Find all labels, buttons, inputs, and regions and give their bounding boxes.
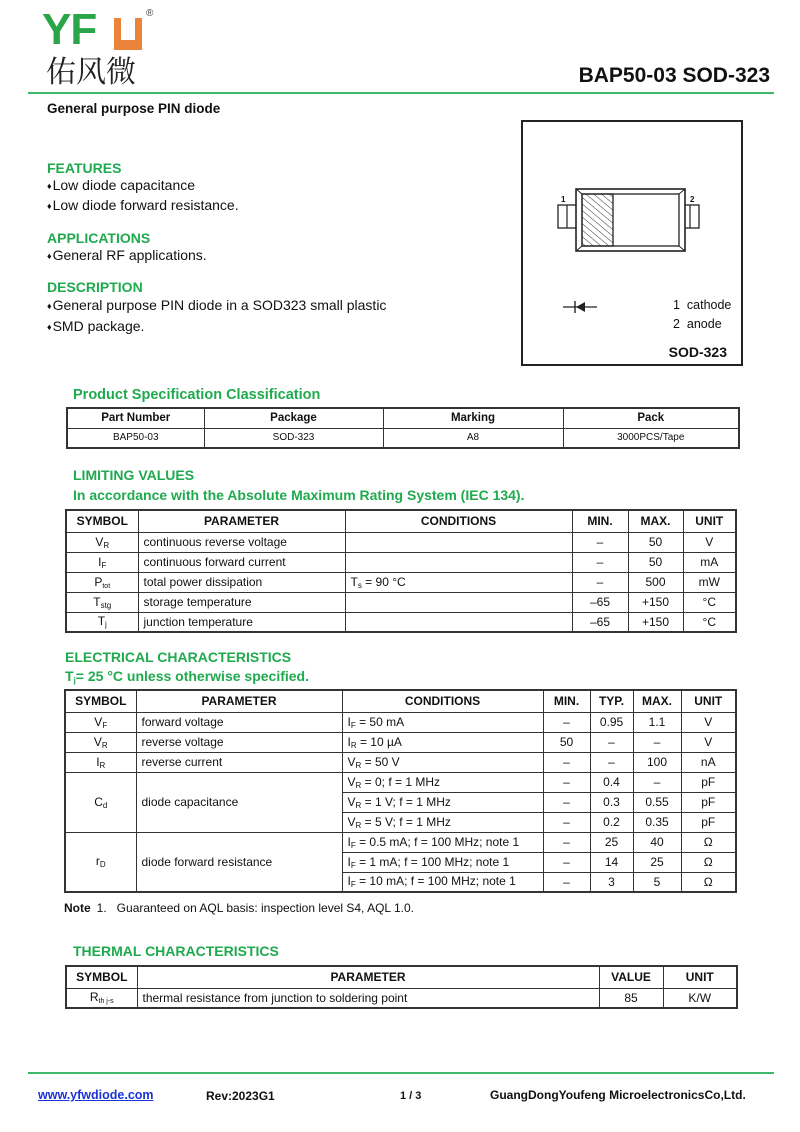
cell-unit: mA — [683, 552, 736, 572]
svg-text:2: 2 — [690, 195, 695, 204]
cell-conditions — [345, 612, 572, 632]
cell-typ: 25 — [590, 832, 633, 852]
company-logo — [42, 5, 162, 90]
table-header-row — [65, 690, 736, 712]
cell-min: – — [543, 772, 590, 792]
bullet-icon: ♦ — [47, 301, 52, 311]
table-row — [66, 592, 736, 612]
cell-conditions: $V_R = 50$ V — [342, 752, 543, 772]
column-header: SYMBOL — [66, 510, 138, 532]
cell-parameter: reverse voltage — [136, 732, 342, 752]
cell-unit: °C — [683, 592, 736, 612]
feature-item: ♦Low diode forward resistance. — [47, 196, 239, 216]
table-header-row — [66, 510, 736, 532]
cell-parameter: junction temperature — [138, 612, 345, 632]
cell-package: SOD-323 — [204, 428, 383, 448]
table-row — [65, 752, 736, 772]
cell-typ: 0.2 — [590, 812, 633, 832]
table-row — [65, 732, 736, 752]
column-header: CONDITIONS — [342, 690, 543, 712]
cell-max: 0.55 — [633, 792, 681, 812]
thermal-heading: THERMAL CHARACTERISTICS — [73, 943, 279, 959]
cell-marking: A8 — [383, 428, 563, 448]
cell-unit: pF — [681, 772, 736, 792]
feature-item: ♦Low diode capacitance — [47, 176, 239, 196]
description-item: ♦General purpose PIN diode in a SOD323 small plastic — [47, 295, 386, 316]
cell-min: – — [543, 792, 590, 812]
revision-label: Rev:2023G1 — [206, 1089, 275, 1103]
limiting-values-subheading: In accordance with the Absolute Maximum Rating System (IEC 134). — [73, 487, 525, 503]
column-header: SYMBOL — [66, 966, 137, 988]
cell-unit: pF — [681, 812, 736, 832]
cell-conditions — [345, 532, 572, 552]
bullet-icon: ♦ — [47, 322, 52, 332]
pin-legend-cathode: 1 cathode — [673, 298, 732, 312]
description-section — [47, 279, 386, 337]
column-header: Pack — [563, 408, 739, 428]
thermal-table — [65, 965, 738, 1009]
page-number: 1 / 3 — [400, 1090, 422, 1102]
header-divider — [28, 92, 774, 94]
pin-legend-anode: 2 anode — [673, 317, 722, 331]
cell-conditions: $V_R = 1$ V; f = 1 MHz — [342, 792, 543, 812]
cell-symbol: $I_F$ — [66, 552, 138, 572]
cell-conditions: $I_F = 0.5$ mA; f = 100 MHz; note 1 — [342, 832, 543, 852]
cell-symbol: $P_{tot}$ — [66, 572, 138, 592]
table-row — [65, 712, 736, 732]
cell-max: +150 — [628, 612, 683, 632]
column-header: MAX. — [633, 690, 681, 712]
cell-parameter: diode forward resistance — [136, 832, 342, 892]
cell-min: – — [572, 532, 628, 552]
cell-unit: Ω — [681, 832, 736, 852]
cell-min: – — [543, 832, 590, 852]
cell-max: 50 — [628, 552, 683, 572]
features-section — [47, 160, 239, 216]
company-name: GuangDongYoufeng MicroelectronicsCo,Ltd. — [490, 1088, 746, 1102]
cell-min: – — [543, 812, 590, 832]
cell-max: – — [633, 732, 681, 752]
cell-min: – — [543, 752, 590, 772]
cell-unit: °C — [683, 612, 736, 632]
cell-min: – — [543, 712, 590, 732]
cell-typ: – — [590, 732, 633, 752]
column-header: Package — [204, 408, 383, 428]
diode-icon — [561, 298, 601, 318]
cell-symbol: $V_F$ — [65, 712, 136, 732]
cell-max: 5 — [633, 872, 681, 892]
table-row — [66, 988, 737, 1008]
table-header-row — [66, 966, 737, 988]
cell-conditions: $I_F = 50$ mA — [342, 712, 543, 732]
cell-unit: nA — [681, 752, 736, 772]
cell-parameter: thermal resistance from junction to soldering point — [137, 988, 599, 1008]
applications-heading: APPLICATIONS — [47, 230, 151, 246]
cell-parameter: continuous forward current — [138, 552, 345, 572]
cell-typ: 0.4 — [590, 772, 633, 792]
column-header: VALUE — [599, 966, 663, 988]
cell-typ: 3 — [590, 872, 633, 892]
logo-u-mark — [114, 18, 142, 50]
cell-min: – — [572, 552, 628, 572]
document-subtitle: General purpose PIN diode — [47, 101, 221, 116]
cell-unit: V — [681, 712, 736, 732]
cell-conditions: $I_F = 1$ mA; f = 100 MHz; note 1 — [342, 852, 543, 872]
cell-conditions: $I_F = 10$ mA; f = 100 MHz; note 1 — [342, 872, 543, 892]
bullet-icon: ♦ — [47, 181, 52, 191]
cell-symbol: $V_R$ — [66, 532, 138, 552]
cell-unit: Ω — [681, 872, 736, 892]
cell-unit: mW — [683, 572, 736, 592]
cell-typ: 0.3 — [590, 792, 633, 812]
cell-parameter: diode capacitance — [136, 772, 342, 832]
website-link[interactable]: www.yfwdiode.com — [38, 1088, 154, 1102]
cell-max: 40 — [633, 832, 681, 852]
cell-symbol: $V_R$ — [65, 732, 136, 752]
note-label: Note — [64, 901, 91, 915]
bullet-icon: ♦ — [47, 251, 52, 261]
cell-max: 100 — [633, 752, 681, 772]
cell-symbol: $C_d$ — [65, 772, 136, 832]
cell-max: 1.1 — [633, 712, 681, 732]
cell-parameter: forward voltage — [136, 712, 342, 732]
table-row — [66, 552, 736, 572]
cell-parameter: total power dissipation — [138, 572, 345, 592]
cell-unit: pF — [681, 792, 736, 812]
table-header-row — [67, 408, 739, 428]
column-header: PARAMETER — [136, 690, 342, 712]
description-heading: DESCRIPTION — [47, 279, 143, 295]
column-header: UNIT — [683, 510, 736, 532]
cell-parameter: storage temperature — [138, 592, 345, 612]
table-row — [67, 428, 739, 448]
cell-max: 25 — [633, 852, 681, 872]
applications-section — [47, 230, 207, 266]
document-title: BAP50-03 SOD-323 — [578, 64, 770, 87]
cell-unit: V — [681, 732, 736, 752]
cell-max: – — [633, 772, 681, 792]
electrical-heading: ELECTRICAL CHARACTERISTICS — [65, 649, 292, 665]
column-header: PARAMETER — [138, 510, 345, 532]
cell-min: – — [543, 852, 590, 872]
table-row — [66, 572, 736, 592]
cell-typ: 14 — [590, 852, 633, 872]
cell-parameter: continuous reverse voltage — [138, 532, 345, 552]
cell-pack: 3000PCS/Tape — [563, 428, 739, 448]
classification-table — [66, 407, 740, 449]
cell-symbol: $T_j$ — [66, 612, 138, 632]
cell-conditions: $V_R = 5$ V; f = 1 MHz — [342, 812, 543, 832]
cell-max: +150 — [628, 592, 683, 612]
cell-symbol: $R_{th j-s}$ — [66, 988, 137, 1008]
cell-part-number: BAP50-03 — [67, 428, 204, 448]
registered-mark: ® — [146, 8, 154, 19]
column-header: UNIT — [663, 966, 737, 988]
limiting-values-heading: LIMITING VALUES — [73, 467, 195, 483]
sod323-outline-icon — [523, 122, 741, 282]
cell-value: 85 — [599, 988, 663, 1008]
cell-parameter: reverse current — [136, 752, 342, 772]
cell-min: – — [572, 572, 628, 592]
cell-min: –65 — [572, 612, 628, 632]
cell-max: 0.35 — [633, 812, 681, 832]
cell-typ: 0.95 — [590, 712, 633, 732]
cell-conditions: $T_s = 90$ °C — [345, 572, 572, 592]
cell-conditions — [345, 592, 572, 612]
electrical-subheading: $T_j= 25$ °C unless otherwise specified. — [65, 668, 309, 685]
cell-min: – — [543, 872, 590, 892]
cell-min: –65 — [572, 592, 628, 612]
description-item: ♦SMD package. — [47, 316, 386, 337]
table-row — [65, 832, 736, 852]
classification-heading: Product Specification Classification — [73, 387, 321, 403]
footer-divider — [28, 1072, 774, 1074]
pin-legend — [673, 296, 731, 334]
cell-min: 50 — [543, 732, 590, 752]
application-item: ♦General RF applications. — [47, 246, 207, 266]
cell-unit: K/W — [663, 988, 737, 1008]
features-heading: FEATURES — [47, 160, 122, 176]
column-header: PARAMETER — [137, 966, 599, 988]
svg-text:1: 1 — [561, 195, 566, 204]
column-header: TYP. — [590, 690, 633, 712]
cell-conditions — [345, 552, 572, 572]
cell-unit: Ω — [681, 852, 736, 872]
table-row — [66, 612, 736, 632]
column-header: UNIT — [681, 690, 736, 712]
electrical-table — [64, 689, 737, 893]
package-diagram-box — [521, 120, 743, 366]
cell-unit: V — [683, 532, 736, 552]
bullet-icon: ♦ — [47, 201, 52, 211]
cell-symbol: $r_D$ — [65, 832, 136, 892]
column-header: MIN. — [572, 510, 628, 532]
cell-symbol: $I_R$ — [65, 752, 136, 772]
cell-conditions: $I_R = 10$ µA — [342, 732, 543, 752]
column-header: Part Number — [67, 408, 204, 428]
package-name-label: SOD-323 — [668, 344, 727, 360]
column-header: CONDITIONS — [345, 510, 572, 532]
cell-conditions: $V_R = 0$; f = 1 MHz — [342, 772, 543, 792]
logo-chinese-name: 佑风微 — [46, 55, 136, 90]
table-row — [66, 532, 736, 552]
table-row — [65, 772, 736, 792]
cell-typ: – — [590, 752, 633, 772]
column-header: MIN. — [543, 690, 590, 712]
cell-symbol: $T_{stg}$ — [66, 592, 138, 612]
cell-max: 500 — [628, 572, 683, 592]
footnote — [64, 901, 414, 915]
column-header: SYMBOL — [65, 690, 136, 712]
cell-max: 50 — [628, 532, 683, 552]
note-text: 1. Guaranteed on AQL basis: inspection level S4, AQL 1.0. — [96, 901, 414, 915]
limiting-values-table — [65, 509, 737, 633]
column-header: MAX. — [628, 510, 683, 532]
column-header: Marking — [383, 408, 563, 428]
logo-letters: YF — [42, 5, 97, 54]
